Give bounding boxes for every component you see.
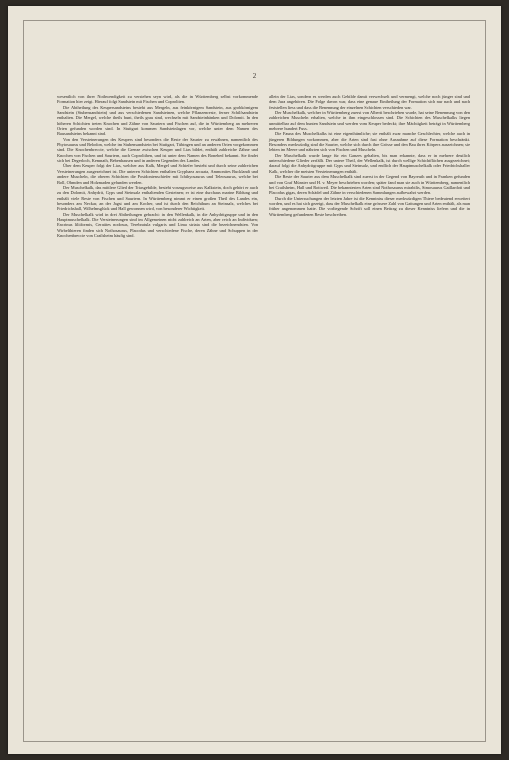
paragraph: Durch die Untersuchungen der letzten Jahre ist die Kenntniss dieser merkwürdigen Thiere bedeutend erweitert worden, und es hat sich gezeigt, dass der Muschelkalk eine grössere Zahl von Gattungen und Arten enthält, als man früher angenommen hatte. Die vorliegende Schrift soll einen Beitrag zu dieser Kenntniss liefern und die in Württemberg gefundenen Reste beschreiben. <box>269 195 470 217</box>
paragraph: Der Muschelkalk wurde lange für ein Ganzes gehalten, bis man erkannte, dass er in mehrere deutlich unterschiedene Glieder zerfällt. Der untere Theil, der Wellenkalk, ist durch wellige Schichtflächen ausgezeichnet; darauf folgt die Anhydritgruppe mit Gyps und Steinsalz, und endlich der Hauptmuschelkalk oder Friedrichshaller Kalk, welcher die meisten Versteinerungen enthält. <box>269 152 470 174</box>
paragraph: Der Muschelkalk wird in drei Abtheilungen gebracht: in den Wellenkalk, in die Anhydritgruppe und in den Hauptmuschelkalk. Die Versteinerungen sind im Allgemeinen nicht zahlreich an Arten, aber reich an Individuen; Encrinus liliiformis, Ceratites nodosus, Terebratula vulgaris und Lima striata sind die bezeichnendsten. Von Wirbelthieren finden sich Nothosaurus, Placodus und verschiedene Fische, deren Zähne und Schuppen in der Knochenbreccie von Crailsheim häufig sind. <box>57 211 258 238</box>
paragraph: Von den Versteinerungen des Keupers sind besonders die Reste der Saurier zu erwähnen, namentlich des Phytosaurus und Belodon, welche im Stubensandstein bei Stuttgart, Tübingen und an anderen Orten vorgekommen sind. Die Knochenbreccie, welche die Grenze zwischen Keuper und Lias bildet, enthält zahlreiche Zähne und Knochen von Fischen und Sauriern, auch Coprolithen, und ist unter dem Namen des Bonebed bekannt. Sie findet sich bei Degerloch, Kemnath, Bebenhausen und in anderen Gegenden des Landes. <box>57 136 258 164</box>
column-left <box>57 94 258 724</box>
column-right <box>269 94 470 724</box>
paragraph: Der Muschelkalk, welcher in Württemberg zuerst von Alberti beschrieben wurde, hat seine Benennung von den zahlreichen Muscheln erhalten, welche in ihm eingeschlossen sind. Die Schichten des Muschelkalks liegen unmittelbar auf dem bunten Sandstein und werden vom Keuper bedeckt; ihre Mächtigkeit beträgt in Württemberg mehrere hundert Fuss. <box>269 110 470 132</box>
paragraph: Die Reste der Saurier aus dem Muschelkalk sind zuerst in der Gegend von Bayreuth und in Franken gefunden und von Graf Münster und H. v. Meyer beschrieben worden; später fand man sie auch in Württemberg, namentlich bei Crailsheim, Hall und Rottweil. Die bekanntesten Arten sind Nothosaurus mirabilis, Simosaurus Gaillardoti und Placodus gigas, deren Schädel und Zähne in verschiedenen Sammlungen aufbewahrt werden. <box>269 174 470 196</box>
paragraph: wesentlich von ihrer Nothwendigkeit zu verstehen seyn wird, als die in Württemberg selbst vorkommende Formation hier zeigt. Hierauf folgt Sandstein mit Fischen und Coproliten. <box>57 94 258 105</box>
page-number: 2 <box>252 72 257 80</box>
document-page <box>8 6 501 754</box>
paragraph: Über dem Keuper folgt der Lias, welcher aus Kalk, Mergel und Schiefer besteht und durch seine zahlreichen Versteinerungen ausgezeichnet ist. Die unteren Schichten enthalten Gryphaea arcuata, Ammonites Bucklandi und andere Muscheln, die oberen Schichten die Posidonienschiefer mit Ichthyosaurus und Teleosaurus, welche bei Boll, Ohmden und Holzmaden gefunden werden. <box>57 163 258 185</box>
paragraph: allein der Lias, sondern es werden auch Gebilde damit verwechselt und vermengt, welche noch jünger sind und dem Jura angehören. Die Folge davon war, dass eine genaue Eintheilung der Formation sich nur nach und nach feststellen liess und dass die Benennung der einzelnen Schichten verschieden war. <box>269 94 470 110</box>
text-columns <box>57 94 470 724</box>
paragraph: Die Abtheilung des Keupersandsteins besteht aus Mergeln, aus feinkörnigem Sandstein, aus grobkörnigem Sandstein (Stubensandstein) und aus verschiedenen Sandsteinen, welche Pflanzenreste, ferner Schilfsandstein enthalten. Die Mergel, welche theils bunt, theils grau sind, wechseln mit Sandsteinbänken und Dolomit. In den höheren Schichten treten Knochen und Zähne von Sauriern und Fischen auf, die in Württemberg an mehreren Orten gefunden worden sind. In Stuttgart kommen Sandsteinlagen vor, welche unter dem Namen des Bausandsteins bekannt sind. <box>57 104 258 137</box>
paragraph: Der Muschelkalk, das mittlere Glied der Triasgebilde, besteht vorzugsweise aus Kalkstein, doch gehört er auch zu den Dolomit, Anhydrit, Gyps und Steinsalz enthaltenden Gesteinen; er ist eine durchaus marine Bildung und enthält viele Reste von Fischen und Sauriern. In Württemberg nimmt er einen großen Theil des Landes ein, besonders am Neckar, an der Jagst und am Kocher, und ist durch den Reichthum an Steinsalz, welches bei Friedrichshall, Wilhelmsglück und Hall gewonnen wird, von besonderer Wichtigkeit. <box>57 184 258 212</box>
paragraph: Die Fauna des Muschelkalks ist eine eigenthümliche; sie enthält zwar manche Geschlechter, welche auch in jüngeren Bildungen vorkommen, aber die Arten sind fast ohne Ausnahme auf diese Formation beschränkt. Besonders merkwürdig sind die Saurier, welche sich durch ihre Grösse und den Bau ihres Körpers auszeichnen; sie lebten im Meere und nährten sich von Fischen und Muscheln. <box>269 131 470 153</box>
